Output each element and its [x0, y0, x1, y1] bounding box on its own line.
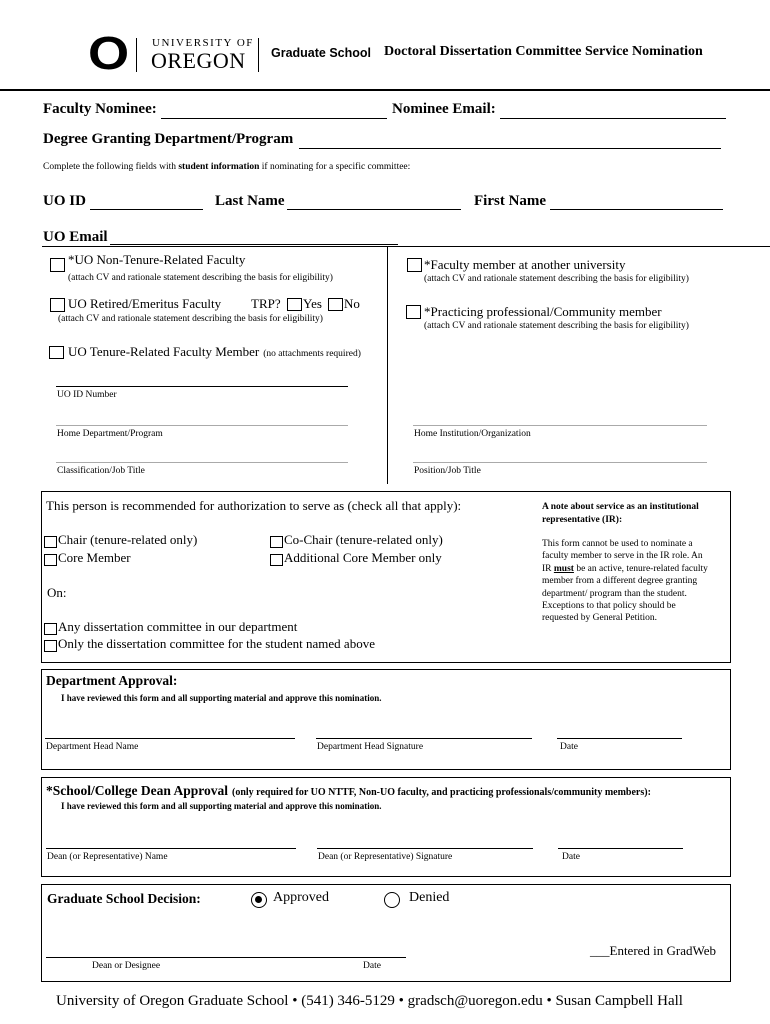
home-institution-label: Home Institution/Organization	[414, 429, 531, 439]
logo-divider	[136, 38, 137, 72]
dean-signature-label: Dean (or Representative) Signature	[318, 852, 453, 862]
practicing-label: *Practicing professional/Community member	[424, 304, 662, 319]
retired-label: UO Retired/Emeritus Faculty	[68, 296, 222, 311]
tenure-checkbox[interactable]	[49, 346, 64, 359]
dept-approval-statement: I have reviewed this form and all supporting material and approve this nomination.	[61, 693, 382, 703]
practicing-checkbox[interactable]	[406, 305, 421, 319]
dept-approval-heading: Department Approval:	[46, 673, 178, 688]
logo-oregon: OREGON	[151, 48, 246, 73]
logo-divider-2	[258, 38, 259, 72]
faculty-type-divider	[387, 247, 388, 484]
uo-email-label: UO Email	[43, 229, 108, 245]
uo-email-field[interactable]	[110, 244, 398, 245]
student-instructions	[43, 162, 410, 172]
dean-approval-heading: *School/College Dean Approval	[46, 783, 229, 798]
position-label: Position/Job Title	[414, 466, 481, 476]
decision-date-label: Date	[363, 961, 381, 971]
classification-label: Classification/Job Title	[57, 466, 145, 476]
core-member-checkbox[interactable]	[44, 554, 57, 566]
first-name-field[interactable]	[550, 209, 723, 210]
logo-o-mark: O	[88, 27, 130, 79]
any-committee-checkbox[interactable]	[44, 623, 57, 635]
instructions-post: if nominating for a specific committee:	[259, 162, 411, 172]
dean-date-field[interactable]	[558, 848, 683, 849]
dept-head-signature-label: Department Head Signature	[317, 742, 424, 752]
uo-logo	[88, 27, 258, 79]
trp-yes-label: Yes	[303, 296, 322, 311]
co-chair-label: Co-Chair (tenure-related only)	[284, 532, 443, 547]
footer-contact: University of Oregon Graduate School • (541) 346-5129 • gradsch@uoregon.edu • Susan Campbell Hall	[56, 993, 683, 1009]
faculty-type-top-rule	[42, 246, 770, 247]
non-tenure-checkbox[interactable]	[50, 258, 65, 272]
uo-id-number-field[interactable]	[56, 386, 348, 387]
last-name-label: Last Name	[215, 193, 285, 209]
degree-dept-label: Degree Granting Department/Program	[43, 131, 294, 147]
uo-id-label: UO ID	[43, 193, 86, 209]
ir-note-part-2: be an active, tenure-related faculty member from a different degree granting department/ program than the student. Exceptions to that policy should be requested by General Petition.	[542, 563, 708, 624]
dean-designee-label: Dean or Designee	[92, 961, 161, 971]
approved-radio[interactable]	[251, 892, 267, 908]
tenure-label: UO Tenure-Related Faculty Member	[68, 344, 260, 359]
dean-approval-heading-line	[46, 782, 651, 800]
additional-core-label: Additional Core Member only	[284, 550, 442, 565]
dept-head-name-field[interactable]	[45, 738, 295, 739]
dept-head-signature-field[interactable]	[316, 738, 532, 739]
trp-yes-checkbox[interactable]	[287, 298, 302, 311]
ir-note-must: must	[553, 563, 574, 574]
any-committee-label: Any dissertation committee in our department	[58, 619, 298, 634]
non-tenure-label: *UO Non-Tenure-Related Faculty	[68, 252, 246, 267]
gradweb-line	[590, 943, 716, 959]
trp-no-checkbox[interactable]	[328, 298, 343, 311]
on-label: On:	[47, 585, 67, 600]
dean-approval-heading-note: (only required for UO NTTF, Non-UO faculty, and practicing professionals/community members):	[232, 787, 651, 798]
degree-dept-field[interactable]	[299, 148, 721, 149]
ir-note-title: A note about service as an institutional representative (IR):	[542, 502, 699, 525]
form-title: Doctoral Dissertation Committee Service Nomination	[384, 44, 703, 59]
denied-radio[interactable]	[384, 892, 400, 908]
graduate-school-label: Graduate School	[271, 46, 372, 60]
other-univ-label: *Faculty member at another university	[424, 257, 626, 272]
decision-heading: Graduate School Decision:	[47, 891, 201, 906]
dean-signature-field[interactable]	[317, 848, 533, 849]
dean-designee-field[interactable]	[46, 957, 406, 958]
additional-core-checkbox[interactable]	[270, 554, 283, 566]
retired-checkbox[interactable]	[50, 298, 65, 312]
chair-checkbox[interactable]	[44, 536, 57, 548]
dept-head-name-label: Department Head Name	[46, 742, 139, 752]
home-dept-label: Home Department/Program	[57, 429, 163, 439]
trp-no-label: No	[344, 296, 360, 311]
last-name-field[interactable]	[287, 209, 461, 210]
faculty-nominee-field[interactable]	[161, 118, 387, 119]
ir-note-part-1: This form cannot be used to nominate a faculty member to serve in the IR role. An IR	[542, 539, 703, 574]
dept-date-field[interactable]	[557, 738, 682, 739]
logo-university-of: UNIVERSITY OF	[152, 37, 254, 49]
approved-label: Approved	[273, 890, 329, 905]
nominee-email-field[interactable]	[500, 118, 726, 119]
dept-date-label: Date	[560, 742, 578, 752]
home-dept-field[interactable]	[56, 425, 348, 426]
only-committee-checkbox[interactable]	[44, 640, 57, 652]
position-field[interactable]	[413, 462, 707, 463]
authorization-heading: This person is recommended for authorization to serve as (check all that apply):	[46, 498, 462, 513]
home-institution-field[interactable]	[413, 425, 707, 426]
first-name-label: First Name	[474, 193, 547, 209]
classification-field[interactable]	[56, 462, 348, 463]
trp-label: TRP?	[251, 296, 281, 311]
chair-label: Chair (tenure-related only)	[58, 532, 198, 547]
other-univ-checkbox[interactable]	[407, 258, 422, 272]
ir-note-body	[542, 538, 710, 625]
denied-label: Denied	[409, 890, 450, 905]
header-rule	[0, 89, 770, 91]
uo-id-field[interactable]	[90, 209, 203, 210]
other-univ-note: (attach CV and rationale statement describing the basis for eligibility)	[424, 274, 689, 284]
dean-name-field[interactable]	[46, 848, 296, 849]
only-committee-label: Only the dissertation committee for the student named above	[58, 636, 375, 651]
uo-id-number-label: UO ID Number	[57, 390, 117, 400]
gradweb-label: Entered in GradWeb	[609, 943, 717, 958]
gradweb-blank[interactable]: ___	[590, 943, 610, 958]
practicing-note: (attach CV and rationale statement describing the basis for eligibility)	[424, 321, 689, 331]
dean-name-label: Dean (or Representative) Name	[47, 852, 168, 862]
tenure-faculty-line	[68, 343, 361, 361]
co-chair-checkbox[interactable]	[270, 536, 283, 548]
instructions-pre: Complete the following fields with	[43, 162, 179, 172]
faculty-nominee-label: Faculty Nominee:	[43, 101, 157, 117]
nominee-email-label: Nominee Email:	[392, 101, 496, 117]
non-tenure-note: (attach CV and rationale statement describing the basis for eligibility)	[68, 273, 333, 283]
retired-note: (attach CV and rationale statement describing the basis for eligibility)	[58, 314, 323, 324]
tenure-note: (no attachments required)	[263, 349, 361, 359]
instructions-bold: student information	[178, 162, 260, 172]
dean-approval-statement: I have reviewed this form and all supporting material and approve this nomination.	[61, 801, 382, 811]
dean-date-label: Date	[562, 852, 580, 862]
core-member-label: Core Member	[58, 550, 131, 565]
